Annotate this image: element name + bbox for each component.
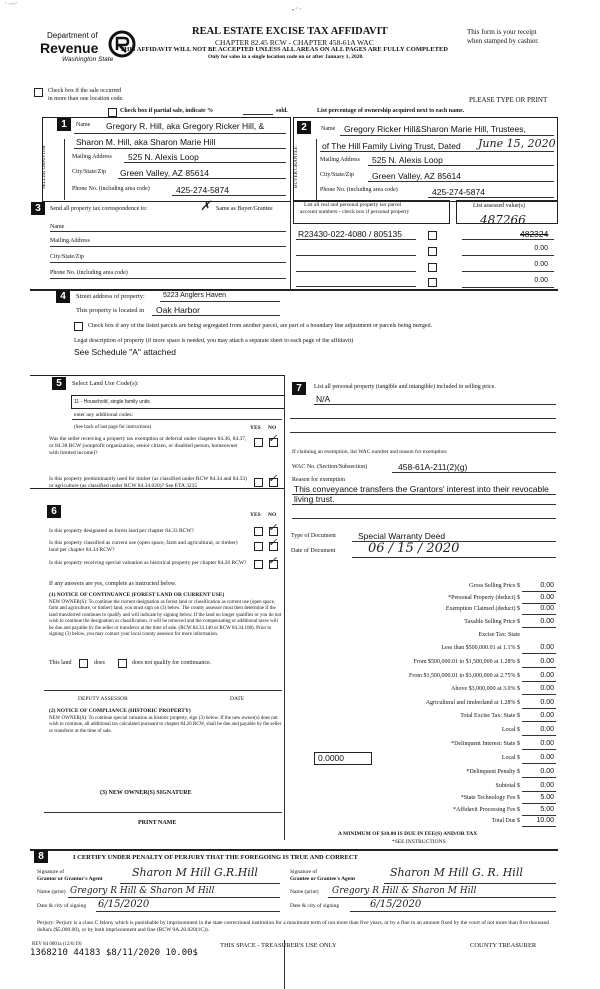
assessed-value-handwritten[interactable]: 487266 — [480, 213, 526, 227]
buyer-name-line2-rule — [320, 151, 554, 152]
buyer-name-line2[interactable]: of The Hill Family Living Trust, Dated — [322, 141, 461, 151]
seller-mail-label: Mailing Address — [72, 154, 112, 160]
calc-row-value[interactable]: 0.00 — [540, 672, 554, 679]
located-city[interactable]: Oak Harbor — [156, 305, 200, 315]
grantee-sig-label-2: Grantee or Grantee's Agent — [290, 876, 356, 882]
notice-continuance-text: NEW OWNER(S): To continue the current designation as forest land or classification as current use (open space, farm and agriculture, or timber) land, you must sign on (3) below. The county assessor must then determine if the land transferred continues to qualify and will indicate by signing below. If the land no longer qualifies or you do not wish to continue the designation or classification, it will be removed and the compensating or additional taxes will be due and payable by the seller or transferor at the time of sale. (RCW 84.33.140 or RCW 84.34.108). Prior to signing (3) below, you may contact your local county assessor for more information. — [49, 600, 282, 638]
scan-mark-center: • ˜ ’ — [292, 8, 302, 14]
doc-date[interactable]: 06 / 15 / 2020 — [368, 541, 460, 556]
buyer-city-rule — [368, 181, 554, 182]
calc-row-value[interactable]: 0.00 — [540, 658, 554, 665]
reason-rule-2 — [292, 504, 556, 505]
notice-compliance-text: NEW OWNER(S): To continue special valuation as historic property, sign (3) below. If the new owner(s) does not wish to continue, all additional tax calculated pursuant to chapter 84.26 RCW, shall be due and payable by the seller or transferor at the time of sale. — [49, 716, 282, 734]
calc-row-value[interactable]: 0.00 — [540, 740, 554, 747]
calc-row-rule — [522, 826, 556, 827]
calc-row-value[interactable]: 0.00 — [540, 618, 554, 625]
personal-property-rule-2 — [290, 418, 556, 419]
seller-name-label: Name — [76, 122, 91, 128]
seller-name-line2-rule — [74, 148, 286, 149]
buyer-phone[interactable]: 425-274-5874 — [432, 187, 485, 197]
sec3-city-label: City/State/Zip — [50, 254, 84, 260]
land-not-qualify-label: does not qualify for continuance. — [132, 660, 212, 666]
calc-row-label: Gross Selling Price $ — [469, 583, 520, 589]
buyer-trust-date[interactable]: June 15, 2020 — [478, 137, 556, 150]
grantee-sig-label-1: Signature of — [290, 869, 318, 875]
street-rule — [160, 301, 280, 302]
seller-phone-rule — [172, 195, 286, 196]
calc-row-rule — [522, 667, 556, 668]
same-as-buyer-label: Same as Buyer/Grantee — [216, 206, 273, 212]
reason-rule-3 — [292, 518, 556, 519]
sec6-q2-yes-checkbox[interactable] — [254, 542, 263, 551]
calc-row-rule — [522, 721, 556, 722]
grantee-sig-rule — [384, 883, 556, 884]
sec6-if-yes: If any answers are yes, complete as instructed below. — [49, 581, 177, 587]
sec6-yes-header: YES — [250, 512, 261, 518]
assessed-rule-3 — [462, 271, 554, 272]
grantee-date-label: Date & city of signing — [290, 903, 340, 909]
parcel-number[interactable]: R23430-022-4080 / 805135 — [298, 229, 402, 239]
revenue-logo-icon — [108, 30, 136, 58]
buyer-name-label: Name — [321, 126, 336, 132]
buyer-city-label: City/State/Zip — [320, 172, 354, 178]
reason-line-2[interactable]: living trust. — [294, 494, 335, 504]
sec3-city-rule[interactable] — [50, 262, 286, 263]
deputy-assessor-label: DEPUTY ASSESSOR — [78, 696, 128, 702]
land-does-checkbox[interactable] — [79, 659, 88, 668]
calc-row-rule — [522, 735, 556, 736]
grantee-signature[interactable]: Sharon M Hill G. R. Hill — [390, 866, 523, 879]
notice-compliance-title: (2) NOTICE OF COMPLIANCE (HISTORIC PROPERTY) — [49, 708, 191, 714]
buyer-name-line1[interactable]: Gregory Ricker Hill&Sharon Marie Hill, Trustees, — [344, 124, 526, 134]
seller-phone-label: Phone No. (including area code) — [72, 186, 150, 192]
buyer-mail-rule — [368, 165, 554, 166]
sec5-box — [30, 375, 285, 489]
wac-intro: If claiming an exemption, list WAC number and reason for exemption: — [292, 449, 448, 455]
calc-row-value[interactable]: 0.00 — [540, 594, 554, 601]
correspondence-label: Send all property tax correspondence to: — [50, 206, 148, 212]
calc-row-value[interactable]: 5.00 — [540, 806, 554, 813]
multi-location-checkbox[interactable] — [34, 88, 43, 97]
grantee-name-rule — [328, 897, 556, 898]
located-rule — [152, 315, 280, 316]
assessed-value-3[interactable]: 0.00 — [534, 261, 548, 268]
calc-row-value[interactable]: 0.00 — [540, 768, 554, 775]
calc-row-label: Local $ — [501, 727, 520, 733]
partial-sale-checkbox[interactable] — [108, 108, 117, 117]
multi-location-label-1: Check box if the sale occurred — [48, 88, 122, 94]
calc-row-label: Local $ — [501, 755, 520, 761]
grantor-date[interactable]: 6/15/2020 — [98, 899, 150, 910]
grantor-sig-rule — [120, 883, 280, 884]
seller-city-label: City/State/Zip — [72, 169, 106, 175]
dept-label: Department of — [47, 31, 98, 40]
reason-label: Reason for exemption — [292, 477, 345, 483]
footer-divider — [284, 940, 285, 989]
see-back-note: (See back of last page for instructions) — [74, 425, 152, 430]
calc-row-label: *Affidavit Processing Fee $ — [452, 807, 520, 813]
section-7-number: 7 — [292, 382, 306, 395]
seller-mail[interactable]: 525 N. Alexis Loop — [128, 152, 199, 162]
rev-number: REV 84 0001a (12/6/19) — [32, 942, 82, 947]
calc-row-rule — [522, 749, 556, 750]
see-instructions-note: *SEE INSTRUCTIONS — [392, 839, 446, 845]
grantor-signature[interactable]: Sharon M Hill G.R.Hill — [132, 866, 258, 879]
receipt-note-1: This form is your receipt — [467, 28, 537, 36]
this-land-label: This land — [49, 660, 72, 666]
calc-row-label: From $500,000.01 to $1,500,000 at 1.28% $ — [413, 659, 520, 665]
calc-row-rule — [522, 815, 556, 816]
sec4-top-rule — [30, 289, 558, 291]
sec3-name-label: Name — [50, 224, 65, 230]
sec5-q1: Was the seller receiving a property tax exemption or deferral under chapters 84.36, 84.37, or 84.38 RCW (nonprofit organization, senior citizen, or disabled person, homeowner with limited income)? — [49, 436, 247, 456]
calc-row-rule — [522, 603, 556, 604]
sec6-q1-no-check-icon: ✓ — [268, 521, 278, 534]
section-1-number: 1 — [57, 118, 71, 131]
assessed-rule-1 — [462, 239, 554, 240]
wac-label: WAC No. (Section/Subsection) — [292, 464, 368, 470]
sec6-q2-no-check-icon: ✓ — [268, 536, 278, 549]
same-as-buyer-check-icon[interactable]: ✗ — [200, 199, 211, 214]
sec6-q1: Is this property designated as forest land per chapter 84.33 RCW? — [49, 528, 194, 534]
wac-rule — [392, 472, 556, 473]
sec6-q2: Is this property classified as current use (open space, farm and agricultural, or timber) land per chapter 84.34 RCW? — [49, 540, 238, 553]
calc-row-label: Above $3,000,000 at 3.0% $ — [451, 686, 520, 692]
calc-row-label: Total Due $ — [491, 818, 520, 824]
personal-property-value[interactable]: N/A — [316, 394, 331, 404]
section-6-number: 6 — [47, 505, 61, 518]
calc-row-label: Exemption Claimed (deduct) $ — [445, 606, 520, 612]
reason-line-1[interactable]: This conveyance transfers the Grantors' interest into their revocable — [294, 484, 549, 494]
calc-row-rule — [522, 591, 556, 592]
sec5-q1-no-check-icon: ✓ — [268, 432, 278, 445]
parcel-header-2: account numbers - check box if personal property — [300, 209, 410, 215]
assessed-value-2[interactable]: 0.00 — [534, 245, 548, 252]
grantee-name-label: Name (print) — [290, 889, 319, 895]
section-2-number: 2 — [297, 121, 311, 134]
partial-sale-label: Check box if partial sale, indicate % — [120, 108, 214, 114]
personal-property-checkbox-1[interactable] — [428, 231, 437, 240]
seller-side-label: SELLER GRANTOR — [42, 145, 47, 190]
parcel-header-1: List all real and personal property tax parcel — [304, 202, 402, 208]
street-address[interactable]: 5223 Anglers Haven — [163, 292, 227, 299]
calc-row-rule — [522, 614, 556, 615]
assessed-rule-2 — [462, 255, 554, 256]
personal-property-rule-1 — [314, 404, 556, 405]
grantor-name[interactable]: Gregory R Hill & Sharon M Hill — [70, 886, 215, 896]
calc-row-label: Agricultural and timberland at 1.28% $ — [425, 700, 520, 706]
new-owner-signature-label: (3) NEW OWNER(S) SIGNATURE — [100, 790, 192, 796]
personal-property-checkbox-3[interactable] — [428, 263, 437, 272]
sec3-name-rule[interactable] — [50, 231, 286, 232]
buyer-name-line1-rule — [340, 135, 554, 136]
land-does-label: does — [94, 660, 105, 666]
calc-row-rule — [522, 708, 556, 709]
calc-row-label: *Delinquent Penalty $ — [466, 769, 520, 775]
dept-name: Revenue — [40, 40, 99, 56]
calc-row-rule — [522, 681, 556, 682]
assessed-value-4[interactable]: 0.00 — [534, 277, 548, 284]
buyer-mail[interactable]: 525 N. Alexis Loop — [372, 155, 443, 165]
print-name-rule[interactable] — [44, 812, 282, 813]
section-8-number: 8 — [34, 850, 48, 863]
sec5-q2-no-check-icon: ✓ — [268, 472, 278, 485]
calc-row-label: Taxable Selling Price $ — [464, 619, 520, 625]
parcel-rule-1 — [296, 239, 416, 240]
seller-mail-rule — [124, 162, 286, 163]
additional-codes-label: enter any additional codes: — [74, 412, 134, 418]
sec5-q2: Is this property predominantly used for timber (as classified under RCW 84.34 and 84.33) or agriculture (as classified under RCW 84.34.020)? See ETA 3215 — [49, 476, 248, 489]
sec6-q3-yes-checkbox[interactable] — [254, 560, 263, 569]
sec6-q1-yes-checkbox[interactable] — [254, 527, 263, 536]
sec3-mail-label: Mailing Address — [50, 238, 90, 244]
personal-property-checkbox-2[interactable] — [428, 247, 437, 256]
sec3-divider — [290, 200, 291, 290]
form-warning: THIS AFFIDAVIT WILL NOT BE ACCEPTED UNLESS ALL AREAS ON ALL PAGES ARE FULLY COMPLETED — [120, 46, 448, 53]
sold-label: sold. — [276, 108, 288, 114]
segregated-label: Check box if any of the listed parcels are being segregated from another parcel, are part of a boundary line adjustment or parcels being merged. — [88, 323, 433, 329]
land-not-qualify-checkbox[interactable] — [118, 659, 127, 668]
calc-row-rule — [522, 694, 556, 695]
perjury-notice: Perjury: Perjury is a class C felony which is punishable by imprisonment in the state correctional institution for a maximum term of not more than five years, or by a fine in an amount fixed by the court of not more than five thousand dollars ($5,000.00), or by both imprisonment and fine (RCW 9A.20.020(1C)). — [37, 920, 549, 933]
calc-row-value[interactable]: 0.00 — [540, 605, 554, 612]
deputy-date-label: DATE — [230, 696, 245, 702]
calc-row-label: *Delinquent Interest: State $ — [451, 741, 520, 747]
doc-type[interactable]: Special Warranty Deed — [358, 531, 446, 541]
doc-date-rule — [352, 557, 556, 558]
seller-name-line1-rule — [74, 133, 286, 134]
land-use-label: Select Land Use Code(s): — [72, 380, 139, 387]
minimum-due-note: A MINIMUM OF $10.00 IS DUE IN FEE(S) AND/OR TAX — [338, 831, 478, 837]
sec3-mail-rule[interactable] — [50, 246, 286, 247]
section-4-number: 4 — [56, 290, 70, 303]
buyer-phone-label: Phone No. (including area code) — [320, 187, 398, 193]
calc-row-rule — [522, 791, 556, 792]
grantee-date[interactable]: 6/15/2020 — [370, 899, 422, 910]
legal-label: Legal description of property (if more space is needed, you may attach a separate sheet to each page of the affidavit) — [74, 338, 354, 344]
calc-row-value[interactable]: 0.00 — [540, 685, 554, 692]
personal-property-label: List all personal property (tangible and intangible) included in selling price. — [314, 384, 496, 390]
calc-row-value[interactable]: 0.00 — [540, 699, 554, 706]
calc-row-value[interactable]: 0.00 — [540, 726, 554, 733]
deputy-signature-rule[interactable] — [44, 690, 282, 691]
notice-continuance-title: (1) NOTICE OF CONTINUANCE (FOREST LAND OR CURRENT USE) — [49, 592, 225, 598]
buyer-city[interactable]: Green Valley, AZ 85614 — [372, 171, 461, 181]
wac-number[interactable]: 458-61A-211(2)(g) — [398, 462, 468, 472]
parcel-rule-4[interactable] — [296, 286, 416, 287]
seller-name-line1[interactable]: Gregory R. Hill, aka Gregory Ricker Hill, & — [106, 121, 265, 131]
local-rate: 0.0000 — [318, 753, 344, 763]
receipt-note-2: when stamped by cashier. — [467, 37, 539, 45]
section-3-number: 3 — [31, 202, 45, 215]
doc-date-label: Date of Document — [291, 548, 336, 554]
buyer-divider — [316, 139, 317, 200]
grantee-date-rule — [350, 911, 556, 912]
calc-row-rule — [522, 777, 556, 778]
dept-state: Washington State — [62, 56, 114, 63]
print-name-label: PRINT NAME — [138, 820, 177, 826]
personal-property-rule-3 — [290, 432, 556, 433]
seller-divider — [64, 139, 65, 200]
sec6-q3: Is this property receiving special valuation as historical property per chapter 84.26 RCW? — [49, 560, 247, 566]
parcel-rule-3[interactable] — [296, 271, 416, 272]
land-use-value: 11 - Household, single family units — [74, 399, 150, 405]
calc-row-label: Subtotal $ — [495, 783, 520, 789]
located-label: This property is located in — [76, 307, 145, 314]
buyer-phone-rule — [428, 197, 554, 198]
calc-row-label: From $1,500,000.01 to $3,000,000 at 2.75% $ — [409, 673, 520, 679]
assessed-header: List assessed value(s) — [473, 203, 525, 209]
grantor-date-label: Date & city of signing — [37, 903, 87, 909]
column-divider — [284, 375, 285, 840]
calc-row-rule — [522, 763, 556, 764]
certify-statement: I CERTIFY UNDER PENALTY OF PERJURY THAT THE FOREGOING IS TRUE AND CORRECT — [73, 854, 358, 861]
single-location-note: Only for sales in a single location code on or after January 1, 2020. — [208, 54, 364, 60]
grantor-date-rule — [96, 911, 280, 912]
scan-mark: ‘ ~~’ — [5, 2, 17, 8]
buyer-mail-label: Mailing Address — [320, 157, 360, 163]
grantor-name-rule — [68, 897, 280, 898]
sec6-no-header: NO — [268, 512, 277, 518]
calc-row-value[interactable]: 0.00 — [540, 782, 554, 789]
grantor-name-label: Name (print) — [37, 889, 66, 895]
form-chapter: CHAPTER 82.45 RCW - CHAPTER 458-61A WAC — [215, 38, 374, 47]
sec5-q1-yes-checkbox[interactable] — [254, 438, 263, 447]
parcel-rule-2[interactable] — [296, 255, 416, 256]
cashier-stamp: 1368210 44183 $8/11/2020 10.00$ — [30, 948, 198, 958]
calc-row-rule — [522, 627, 556, 628]
calc-row-label: Total Excise Tax: State $ — [460, 713, 520, 719]
calc-row-value[interactable]: 5.00 — [540, 794, 554, 801]
seller-phone[interactable]: 425-274-5874 — [176, 185, 229, 195]
buyer-side-label: BUYER GRANTEE — [294, 146, 299, 189]
county-treasurer-label: COUNTY TREASURER — [470, 942, 537, 949]
assessed-value-struck: 482324 — [520, 229, 549, 239]
street-label: Street address of property: — [76, 293, 145, 300]
sec3-phone-label: Phone No. (including area code) — [50, 270, 128, 276]
sec8-top-rule — [30, 849, 558, 851]
ownership-note: List percentage of ownership acquired next to each name. — [317, 108, 465, 114]
assessed-rule-4 — [462, 287, 554, 288]
legal-description[interactable]: See Schedule "A" attached — [74, 347, 176, 357]
grantee-name[interactable]: Gregory R Hill & Sharon M Hill — [332, 886, 477, 896]
segregated-checkbox[interactable] — [74, 322, 83, 331]
calc-row-value[interactable]: 0.00 — [540, 644, 554, 651]
seller-name-line2[interactable]: Sharon M. Hill, aka Sharon Marie Hill — [76, 137, 216, 147]
personal-property-checkbox-4[interactable] — [428, 278, 437, 287]
calc-row-label: Excise Tax: State — [478, 632, 520, 638]
calc-row-value[interactable]: 10.00 — [536, 817, 554, 824]
treasurer-space-label: THIS SPACE - TREASURER'S USE ONLY — [220, 942, 337, 949]
grantor-sig-label-2: Grantor or Grantor's Agent — [37, 876, 103, 882]
sec5-yes-header: YES — [250, 425, 261, 431]
sec3-phone-rule[interactable] — [50, 278, 286, 279]
type-or-print: PLEASE TYPE OR PRINT — [469, 96, 548, 104]
sec5-no-header: NO — [268, 425, 277, 431]
section-5-number: 5 — [52, 377, 66, 390]
sec5-q2-yes-checkbox[interactable] — [254, 478, 263, 487]
grantor-sig-label-1: Signature of — [37, 869, 65, 875]
seller-city-rule — [118, 178, 286, 179]
calc-row-label: *State Technology Fee $ — [460, 795, 520, 801]
calc-row-rule — [522, 653, 556, 654]
calc-row-value[interactable]: 0.00 — [540, 754, 554, 761]
multi-location-label-2: in more than one location code. — [48, 96, 124, 102]
calc-row-label: Less than $500,000.01 at 1.1% $ — [441, 645, 520, 651]
calc-row-value[interactable]: 0.00 — [540, 712, 554, 719]
calc-row-label: *Personal Property (deduct) $ — [448, 595, 520, 601]
additional-codes-rule[interactable] — [72, 419, 282, 420]
partial-sale-percent-field[interactable] — [243, 114, 273, 115]
form-title: REAL ESTATE EXCISE TAX AFFIDAVIT — [192, 26, 388, 37]
seller-city[interactable]: Green Valley, AZ 85614 — [120, 168, 209, 178]
calc-row-rule — [522, 803, 556, 804]
doc-type-label: Type of Document — [291, 533, 336, 539]
calc-row-value[interactable]: 0.00 — [540, 582, 554, 589]
sec6-q3-no-check-icon: ✓ — [268, 554, 278, 567]
